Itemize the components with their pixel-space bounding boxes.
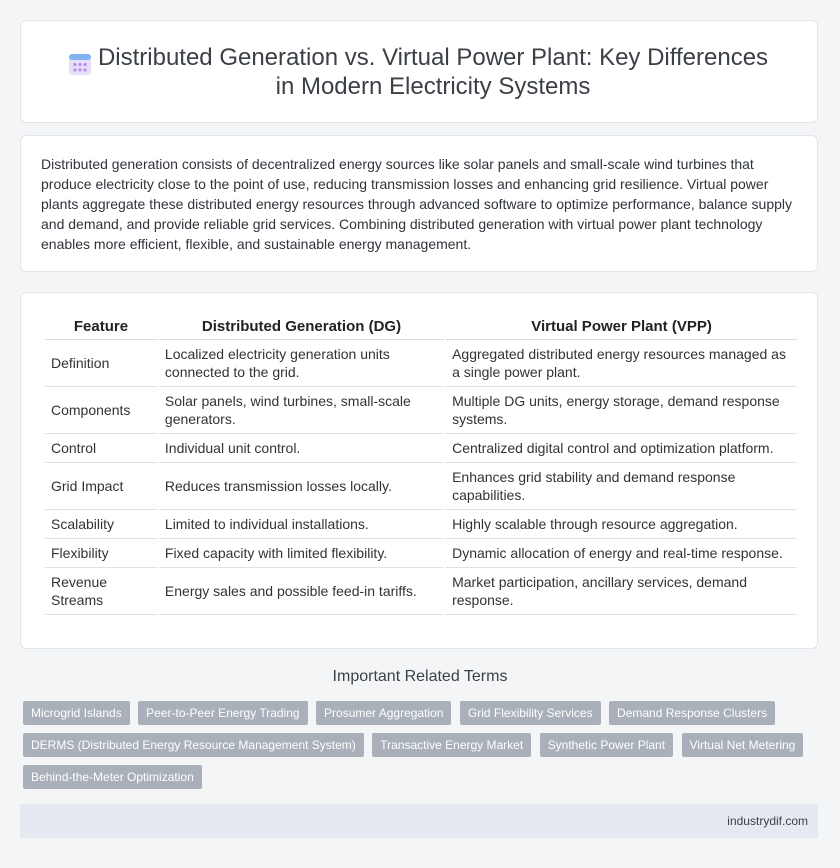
table-row bbox=[45, 568, 797, 615]
related-term-tag[interactable]: Microgrid Islands bbox=[23, 701, 130, 725]
feature-cell: Flexibility bbox=[45, 539, 157, 568]
vpp-cell: Market participation, ancillary services, demand response. bbox=[446, 568, 797, 615]
dg-cell: Solar panels, wind turbines, small-scale generators. bbox=[159, 387, 444, 434]
table-row bbox=[45, 387, 797, 434]
title-wrap bbox=[59, 43, 779, 101]
vpp-cell: Centralized digital control and optimization platform. bbox=[446, 434, 797, 463]
column-header-vpp: Virtual Power Plant (VPP) bbox=[446, 309, 797, 340]
related-term-tag[interactable]: Peer-to-Peer Energy Trading bbox=[138, 701, 307, 725]
related-terms-title: Important Related Terms bbox=[332, 668, 508, 685]
table-row bbox=[45, 510, 797, 539]
related-term-tag[interactable]: Behind-the-Meter Optimization bbox=[23, 765, 202, 789]
calendar-grid-icon bbox=[67, 51, 93, 77]
vpp-cell: Enhances grid stability and demand response capabilities. bbox=[446, 463, 797, 510]
comparison-table bbox=[43, 309, 799, 615]
feature-cell: Scalability bbox=[45, 510, 157, 539]
related-term-tag[interactable]: Prosumer Aggregation bbox=[316, 701, 451, 725]
table-row bbox=[45, 539, 797, 568]
dg-cell: Fixed capacity with limited flexibility. bbox=[159, 539, 444, 568]
feature-cell: Revenue Streams bbox=[45, 568, 157, 615]
table-row bbox=[45, 340, 797, 387]
table-header-row bbox=[45, 309, 797, 340]
intro-card bbox=[20, 135, 818, 272]
title-card bbox=[20, 20, 818, 123]
feature-cell: Grid Impact bbox=[45, 463, 157, 510]
vpp-cell: Dynamic allocation of energy and real-time response. bbox=[446, 539, 797, 568]
column-header-feature: Feature bbox=[45, 309, 157, 340]
table-row bbox=[45, 463, 797, 510]
column-header-dg: Distributed Generation (DG) bbox=[159, 309, 444, 340]
related-term-tag[interactable]: Virtual Net Metering bbox=[682, 733, 804, 757]
vpp-cell: Aggregated distributed energy resources managed as a single power plant. bbox=[446, 340, 797, 387]
related-term-tag[interactable]: Grid Flexibility Services bbox=[460, 701, 601, 725]
feature-cell: Components bbox=[45, 387, 157, 434]
vpp-cell: Multiple DG units, energy storage, demand response systems. bbox=[446, 387, 797, 434]
related-term-tag[interactable]: Synthetic Power Plant bbox=[540, 733, 673, 757]
dg-cell: Limited to individual installations. bbox=[159, 510, 444, 539]
feature-cell: Control bbox=[45, 434, 157, 463]
comparison-table-card bbox=[20, 292, 818, 649]
dg-cell: Energy sales and possible feed-in tariffs. bbox=[159, 568, 444, 615]
page-title: Distributed Generation vs. Virtual Power Plant: Key Differences in Modern Electricity Systems bbox=[97, 43, 769, 100]
dg-cell: Reduces transmission losses locally. bbox=[159, 463, 444, 510]
intro-paragraph: Distributed generation consists of decentralized energy sources like solar panels and small-scale wind turbines that produce electricity close to the point of use, reducing transmission losses and enhancing grid resilience. Virtual power plants aggregate these distributed energy resources through advanced software to optimize performance, balance supply and demand, and provide reliable grid services. Combining distributed generation with virtual power plant technology enables more efficient, flexible, and sustainable energy management. bbox=[41, 156, 793, 252]
footer-site-link[interactable]: industrydif.com bbox=[727, 814, 808, 828]
footer bbox=[20, 804, 818, 838]
related-term-tag[interactable]: DERMS (Distributed Energy Resource Management System) bbox=[23, 733, 364, 757]
dg-cell: Localized electricity generation units connected to the grid. bbox=[159, 340, 444, 387]
feature-cell: Definition bbox=[45, 340, 157, 387]
table-row bbox=[45, 434, 797, 463]
related-term-tag[interactable]: Demand Response Clusters bbox=[609, 701, 775, 725]
dg-cell: Individual unit control. bbox=[159, 434, 444, 463]
vpp-cell: Highly scalable through resource aggregation. bbox=[446, 510, 797, 539]
related-term-tag[interactable]: Transactive Energy Market bbox=[372, 733, 531, 757]
related-terms-tags bbox=[23, 701, 813, 797]
